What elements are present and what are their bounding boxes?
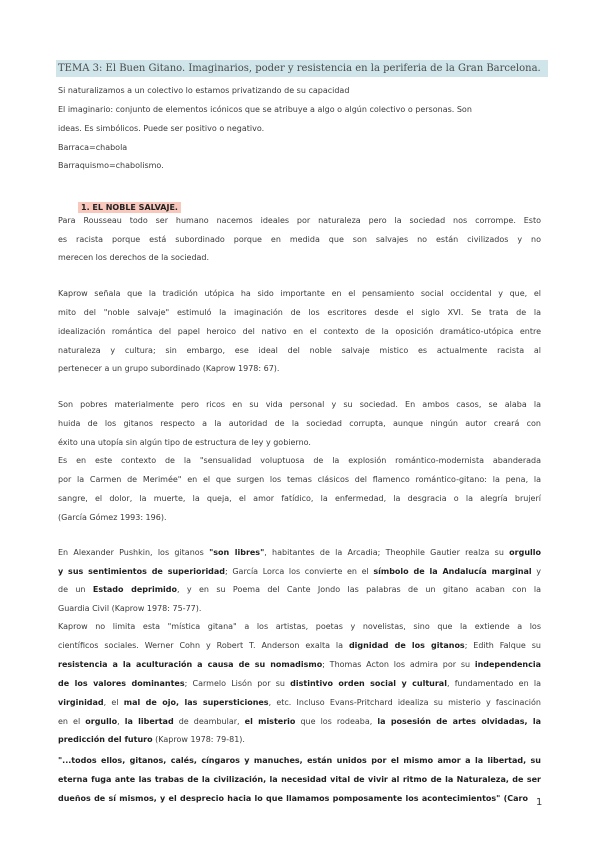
bold-phrase: Estado deprimido [92,585,177,594]
bold-phrase: y sus sentimientos de superioridad [58,567,226,576]
paragraph-line: Son pobres materialmente pero ricos en su vida personal y su sociedad. En ambos casos, se alaba la [58,400,541,409]
quote-line: dueños de sí mismos, y el desprecio hacia lo que llamamos pomposamente los acontecimientos" (Caro [58,794,528,803]
paragraph-line: predicción del futuro (Kaprow 1978: 79-81). [58,735,245,744]
paragraph-line: huida de los gitanos respecto a la autoridad de la sociedad corrupta, aunque ningún autor creará con [58,419,541,428]
intro-line: Barraquismo=chabolismo. [58,161,164,170]
quote-line: eterna fuga ante las trabas de la civilización, la necesidad vital de vivir al ritmo de la Naturaleza, de ser [58,775,541,784]
bold-phrase: predicción del futuro [58,735,153,744]
paragraph-line: en el orgullo, la libertad de deambular, el misterio que los rodeaba, la posesión de artes olvidadas, la [58,717,541,726]
paragraph-line: es racista porque está subordinado porque en medida que son salvajes no están civilizados y no [58,235,541,244]
bold-phrase: la libertad [124,717,174,726]
bold-phrase: orgullo [509,548,542,557]
intro-line: ideas. Es simbólicos. Puede ser positivo o negativo. [58,124,265,133]
paragraph-line: de los valores dominantes; Carmelo Lisón por su distintivo orden social y cultural, fundamentado en la [58,679,541,688]
bold-phrase: el misterio [244,717,296,726]
bold-phrase: independencia [474,660,541,669]
paragraph-line: éxito una utopía sin algún tipo de estructura de ley y gobierno. [58,438,311,447]
paragraph-line: mito del "noble salvaje" estimuló la imaginación de los escritores desde el siglo XVI. Se trata de la [58,308,541,317]
bold-phrase: mal de ojo, las supersticiones [123,698,269,707]
intro-line: El imaginario: conjunto de elementos icónicos que se atribuye a algo o algún colectivo o personas. Son [58,105,472,114]
paragraph-line: por la Carmen de Merimée" en el que surgen los temas clásicos del flamenco romántico-gitano: la pena, la [58,475,541,484]
paragraph-line: (García Gómez 1993: 196). [58,513,167,522]
paragraph-line: Kaprow señala que la tradición utópica ha sido importante en el pensamiento social occidental y que, el [58,289,541,298]
bold-phrase: orgullo [85,717,118,726]
bold-phrase: "son libres" [209,548,265,557]
paragraph-line: idealización romántica del papel heroico del nativo en el contexto de la oposición dramático-utópica entre [58,327,541,336]
bold-phrase: la posesión de artes olvidadas, la [377,717,541,726]
intro-line: Si naturalizamos a un colectivo lo estamos privatizando de su capacidad [58,86,350,95]
section-heading: 1. EL NOBLE SALVAJE. [78,202,181,213]
paragraph-line: de un Estado deprimido, y en su Poema del Cante Jondo las palabras de un gitano acaban con la [58,585,541,594]
bold-phrase: dignidad de los gitanos [348,641,465,650]
intro-line: Barraca=chabola [58,143,128,152]
bold-phrase: resistencia a la aculturación a causa de su nomadismo [58,660,323,669]
paragraph-line: virginidad, el mal de ojo, las supersticiones, etc. Incluso Evans-Pritchard idealiza su misterio y fascinación [58,698,541,707]
bold-phrase: de los valores dominantes [58,679,185,688]
paragraph-line: Kaprow no limita esta "mística gitana" a los artistas, poetas y novelistas, sino que la extiende a los [58,622,541,631]
paragraph-line: En Alexander Pushkin, los gitanos "son libres", habitantes de la Arcadia; Theophile Gautier realza su orgullo [58,548,542,557]
paragraph-line: sangre, el dolor, la muerte, la queja, el amor fatídico, la enfermedad, la desgracia o la alegría brujerí [58,494,541,503]
bold-phrase: virginidad [58,698,104,707]
paragraph-line: Es en este contexto de la "sensualidad voluptuosa de la explosión romántico-modernista abanderada [58,456,541,465]
bold-phrase: símbolo de la Andalucía marginal [373,567,532,576]
paragraph-line: Para Rousseau todo ser humano nacemos ideales por naturaleza pero la sociedad nos corrompe. Esto [58,216,541,225]
page-number: 1 [536,797,543,808]
paragraph-line: científicos sociales. Werner Cohn y Robert T. Anderson exalta la dignidad de los gitanos; Edith Falque su [58,641,541,650]
paragraph-line: y sus sentimientos de superioridad; García Lorca los convierte en el símbolo de la Andalucía marginal y [58,567,541,576]
paragraph-line: pertenecer a un grupo subordinado (Kaprow 1978: 67). [58,364,280,373]
paragraph-line: naturaleza y cultura; sin embargo, ese ideal del noble salvaje mistico es actualmente racista al [58,346,541,355]
bold-phrase: distintivo orden social y cultural [290,679,447,688]
paragraph-line: resistencia a la aculturación a causa de su nomadismo; Thomas Acton los admira por su independencia [58,660,541,669]
paragraph-line: merecen los derechos de la sociedad. [58,253,210,262]
page-title: TEMA 3: El Buen Gitano. Imaginarios, poder y resistencia en la periferia de la Gran Barcelona. [56,60,548,77]
quote-line: "...todos ellos, gitanos, calés, cíngaros y manuches, están unidos por el mismo amor a la libertad, su [58,756,541,765]
paragraph-line: Guardia Civil (Kaprow 1978: 75-77). [58,604,202,613]
